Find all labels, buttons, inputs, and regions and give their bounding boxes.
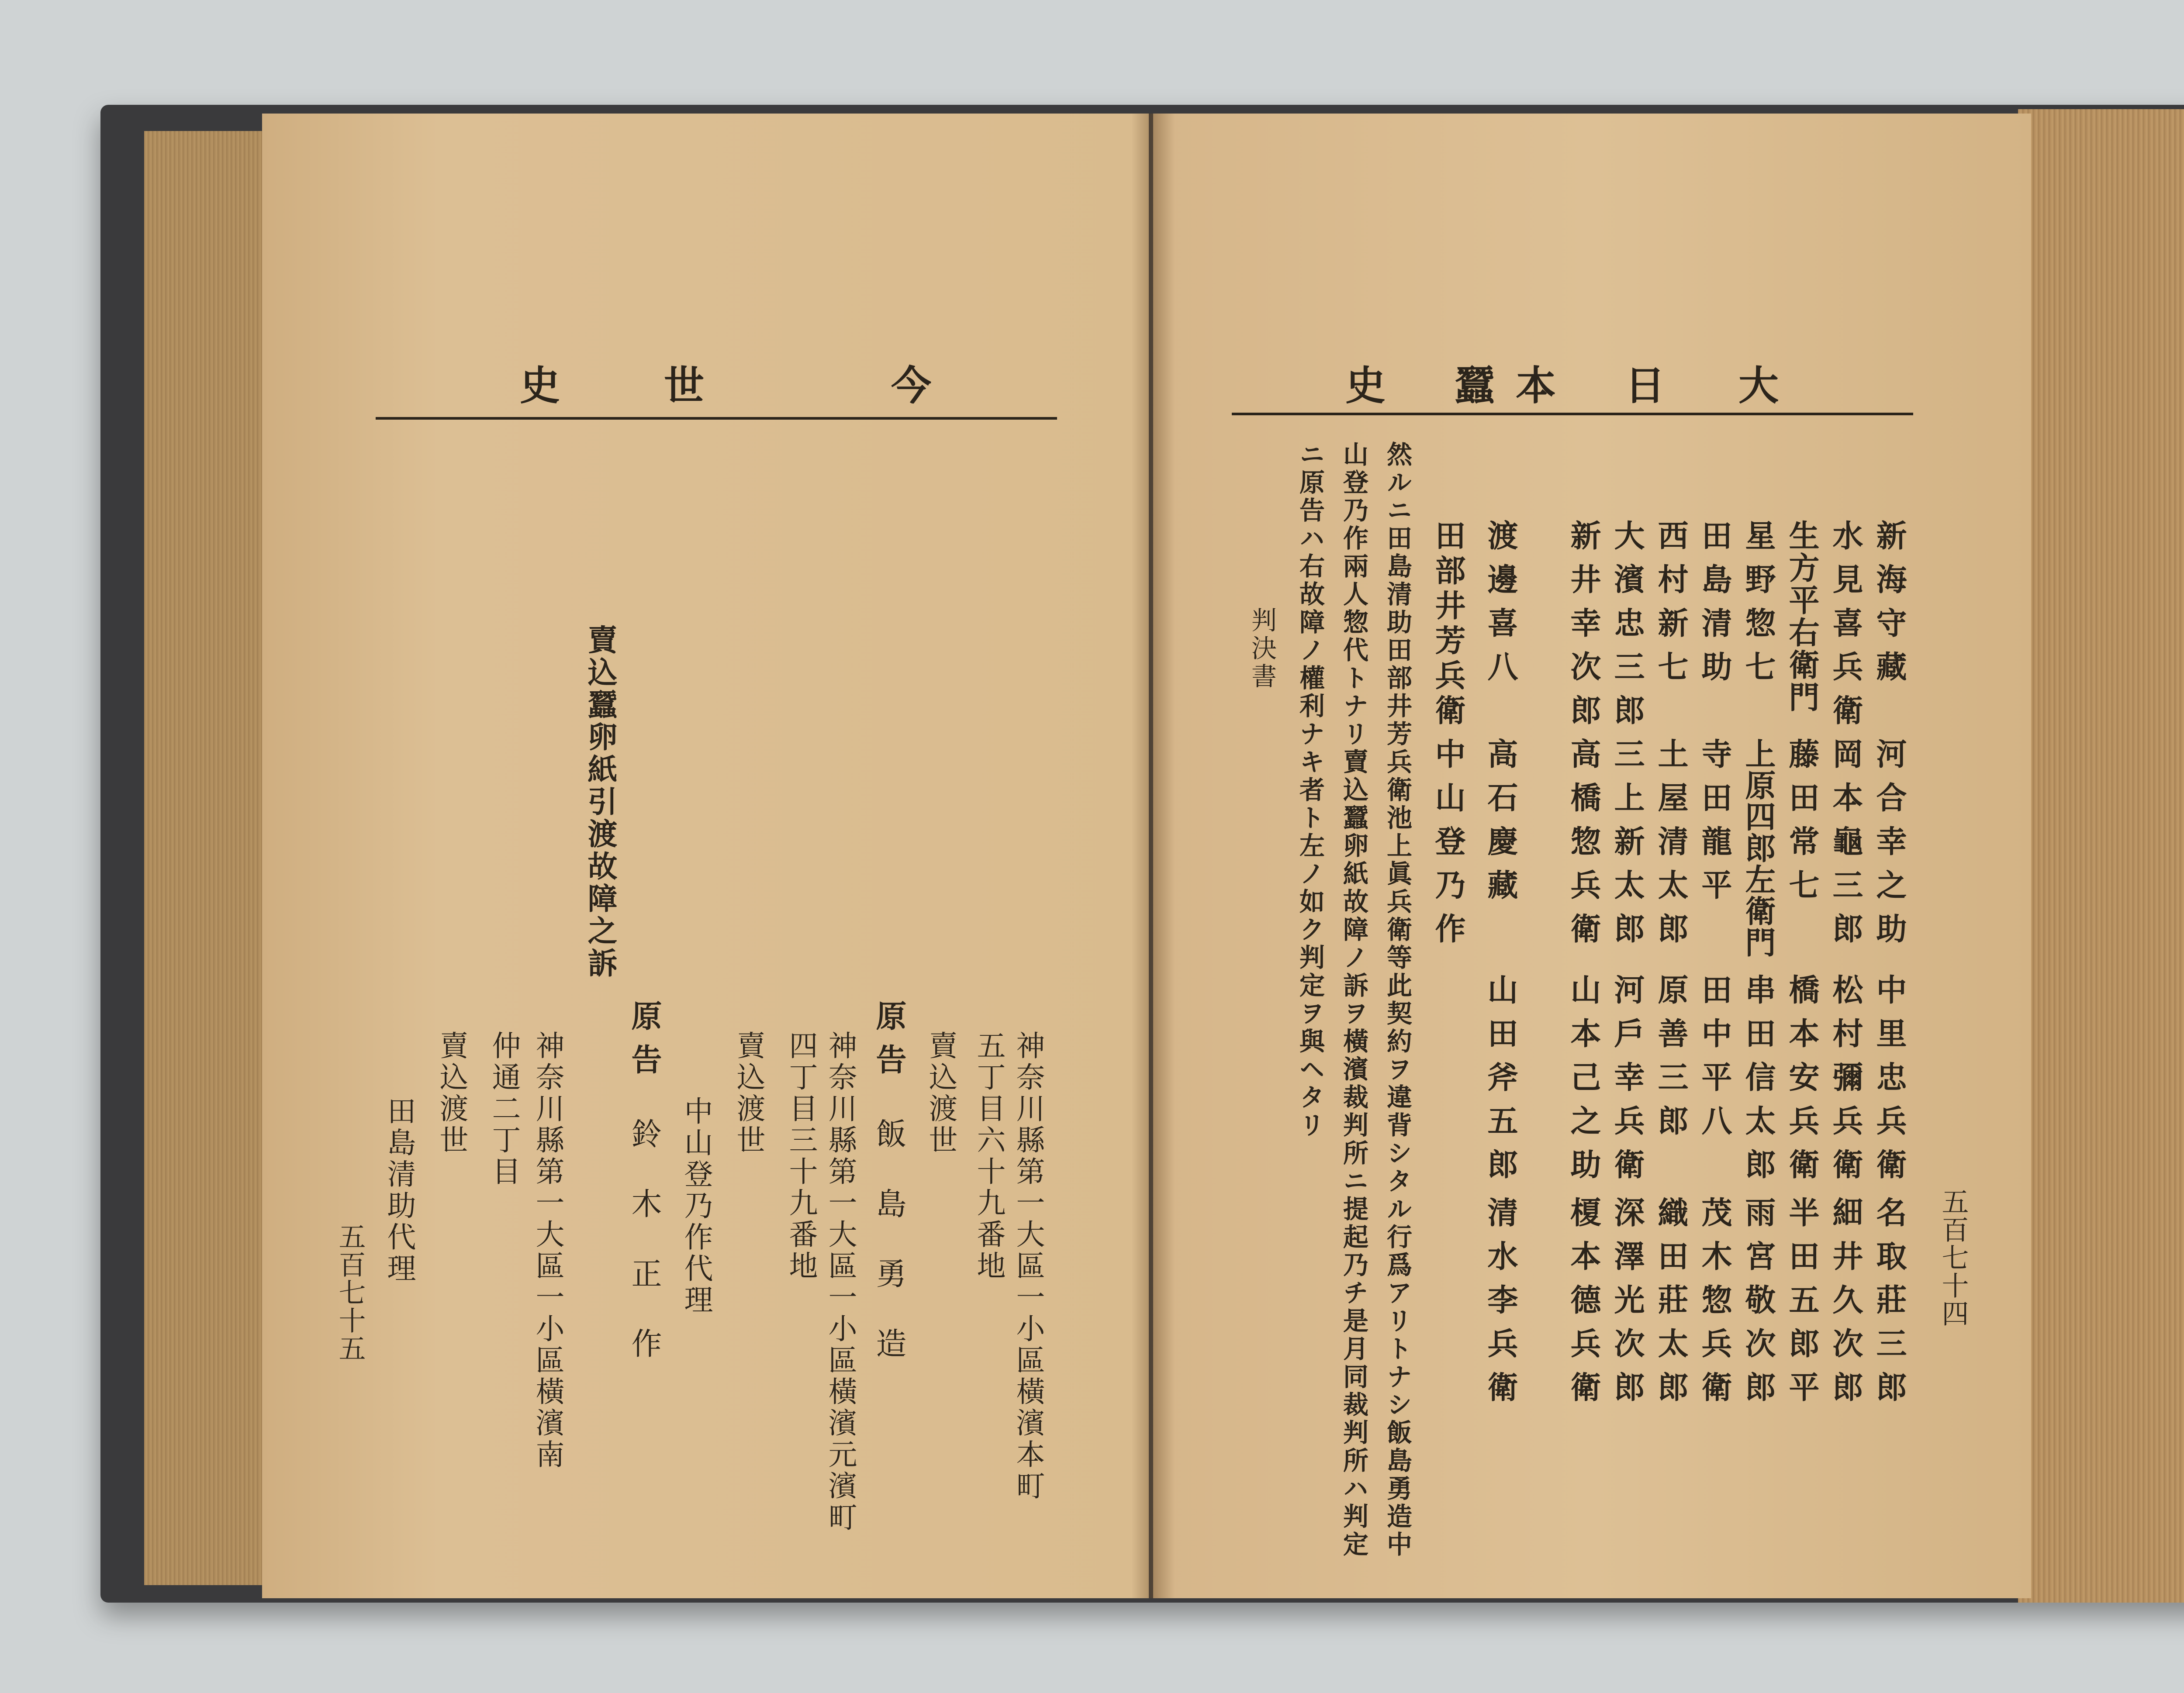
- name-cell: 水見喜兵衛: [1828, 520, 1864, 738]
- defendant-occupation: 賣込渡世: [435, 1031, 468, 1156]
- name-cell: 織田莊太郎: [1653, 1196, 1689, 1415]
- judgment-label: 判決書: [1247, 607, 1277, 691]
- name-cell: 清水李兵衛: [1482, 1196, 1519, 1415]
- plaintiff2-occupation: 賣込渡世: [732, 1031, 765, 1156]
- name-cell: 細井久次郎: [1828, 1196, 1864, 1415]
- name-cell: 河戶幸兵衛: [1609, 974, 1645, 1192]
- name-cell: 大濱忠三郎: [1609, 520, 1645, 738]
- name-cell: 寺田龍平: [1697, 738, 1733, 913]
- name-cell: 茂木惣兵衛: [1697, 1196, 1733, 1415]
- page-edges-right: [2018, 109, 2184, 1603]
- name-cell: 深澤光次郎: [1609, 1196, 1645, 1415]
- plaintiff2-address-2: 四丁目三十九番地: [784, 1031, 818, 1282]
- left-header-char: 今: [891, 362, 932, 409]
- case-title: 賣込蠶卵紙引渡故障之訴: [583, 624, 618, 980]
- name-cell: 山田斧五郎: [1482, 974, 1519, 1192]
- name-cell: 榎本德兵衛: [1565, 1196, 1602, 1415]
- plaintiff1-address-2: 五丁目六十九番地: [972, 1031, 1006, 1282]
- name-cell: 田中平八: [1697, 974, 1733, 1148]
- right-header-rule: [1232, 413, 1913, 415]
- name-cell: 新海守藏: [1871, 520, 1908, 694]
- plaintiff1-name: 飯島勇造: [871, 1118, 907, 1397]
- name-cell: 原善三郎: [1653, 974, 1689, 1148]
- name-cell: 三上新太郎: [1609, 738, 1645, 956]
- plaintiff1-label: 原告: [871, 1000, 907, 1087]
- defendant-address-2: 仲通二丁目: [487, 1031, 521, 1188]
- page-edges-left: [144, 131, 275, 1585]
- right-header-char: 蠶: [1455, 362, 1495, 409]
- name-cell: 河合幸之助: [1871, 738, 1908, 956]
- plaintiff2-label: 原告: [626, 1000, 663, 1087]
- name-cell: 橋本安兵衛: [1784, 974, 1820, 1192]
- name-cell: 松村彌兵衛: [1828, 974, 1864, 1192]
- name-cell: 名取莊三郎: [1871, 1196, 1908, 1415]
- name-cell: 田島清助: [1697, 520, 1733, 694]
- name-cell: 新井幸次郎: [1565, 520, 1602, 738]
- name-cell: 上原四郎左衛門: [1740, 738, 1776, 958]
- right-header-char: 史: [1345, 362, 1386, 409]
- right-header-char: 本: [1516, 362, 1556, 409]
- right-page-number: 五百七十四: [1937, 1188, 1969, 1328]
- plaintiff1-address-1: 神奈川縣第一大區一小區橫濱本町: [1011, 1031, 1045, 1502]
- name-cell: 高橋惣兵衛: [1565, 738, 1602, 956]
- name-cell: 山本己之助: [1565, 974, 1602, 1192]
- plaintiff2-name: 鈴木正作: [626, 1118, 662, 1397]
- book-gutter: [1131, 114, 1175, 1598]
- left-header-char: 世: [664, 362, 705, 409]
- name-cell: 星野惣七: [1740, 520, 1776, 694]
- name-cell: 半田五郎平: [1784, 1196, 1820, 1415]
- name-cell: 生方平右衛門: [1784, 520, 1820, 714]
- defendant-address-1: 神奈川縣第一大區一小區橫濱南: [531, 1031, 564, 1471]
- body-line: 然ルニ田島清助田部井芳兵衛池上眞兵衛等此契約ヲ違背シタル行爲アリトナシ飯島勇造中: [1382, 441, 1412, 1559]
- name-cell: 田部井芳兵衛: [1430, 520, 1466, 729]
- defendant-proxy: 田島清助代理: [382, 1096, 416, 1285]
- name-cell: 高石慶藏: [1482, 738, 1519, 913]
- body-line: ニ原告ハ右故障ノ權利ナキ者ト左ノ如ク判定ヲ與ヘタリ: [1295, 441, 1325, 1140]
- left-page-number: 五百七十五: [334, 1223, 366, 1362]
- name-cell: 西村新七: [1653, 520, 1689, 694]
- name-cell: 藤田常七: [1784, 738, 1820, 913]
- name-cell: 岡本龜三郎: [1828, 738, 1864, 956]
- name-cell: 雨宮敬次郎: [1740, 1196, 1776, 1415]
- name-cell: 中里忠兵衛: [1871, 974, 1908, 1192]
- body-line: 山登乃作兩人惣代トナリ賣込蠶卵紙故障ノ訴ヲ橫濱裁判所ニ提起乃チ是月同裁判所ハ判定: [1339, 441, 1368, 1559]
- right-header-char: 大: [1738, 362, 1779, 409]
- plaintiff2-address-1: 神奈川縣第一大區一小區橫濱元濱町: [823, 1031, 857, 1534]
- plaintiff1-occupation: 賣込渡世: [924, 1031, 957, 1156]
- right-header-char: 日: [1625, 362, 1666, 409]
- left-header-rule: [376, 417, 1057, 420]
- plaintiff2-proxy: 中山登乃作代理: [679, 1096, 713, 1316]
- left-header-char: 史: [520, 362, 560, 409]
- name-cell: 串田信太郎: [1740, 974, 1776, 1192]
- name-cell: 土屋清太郎: [1653, 738, 1689, 956]
- name-cell: 中山登乃作: [1430, 738, 1466, 956]
- name-cell: 渡邊喜八: [1482, 520, 1519, 694]
